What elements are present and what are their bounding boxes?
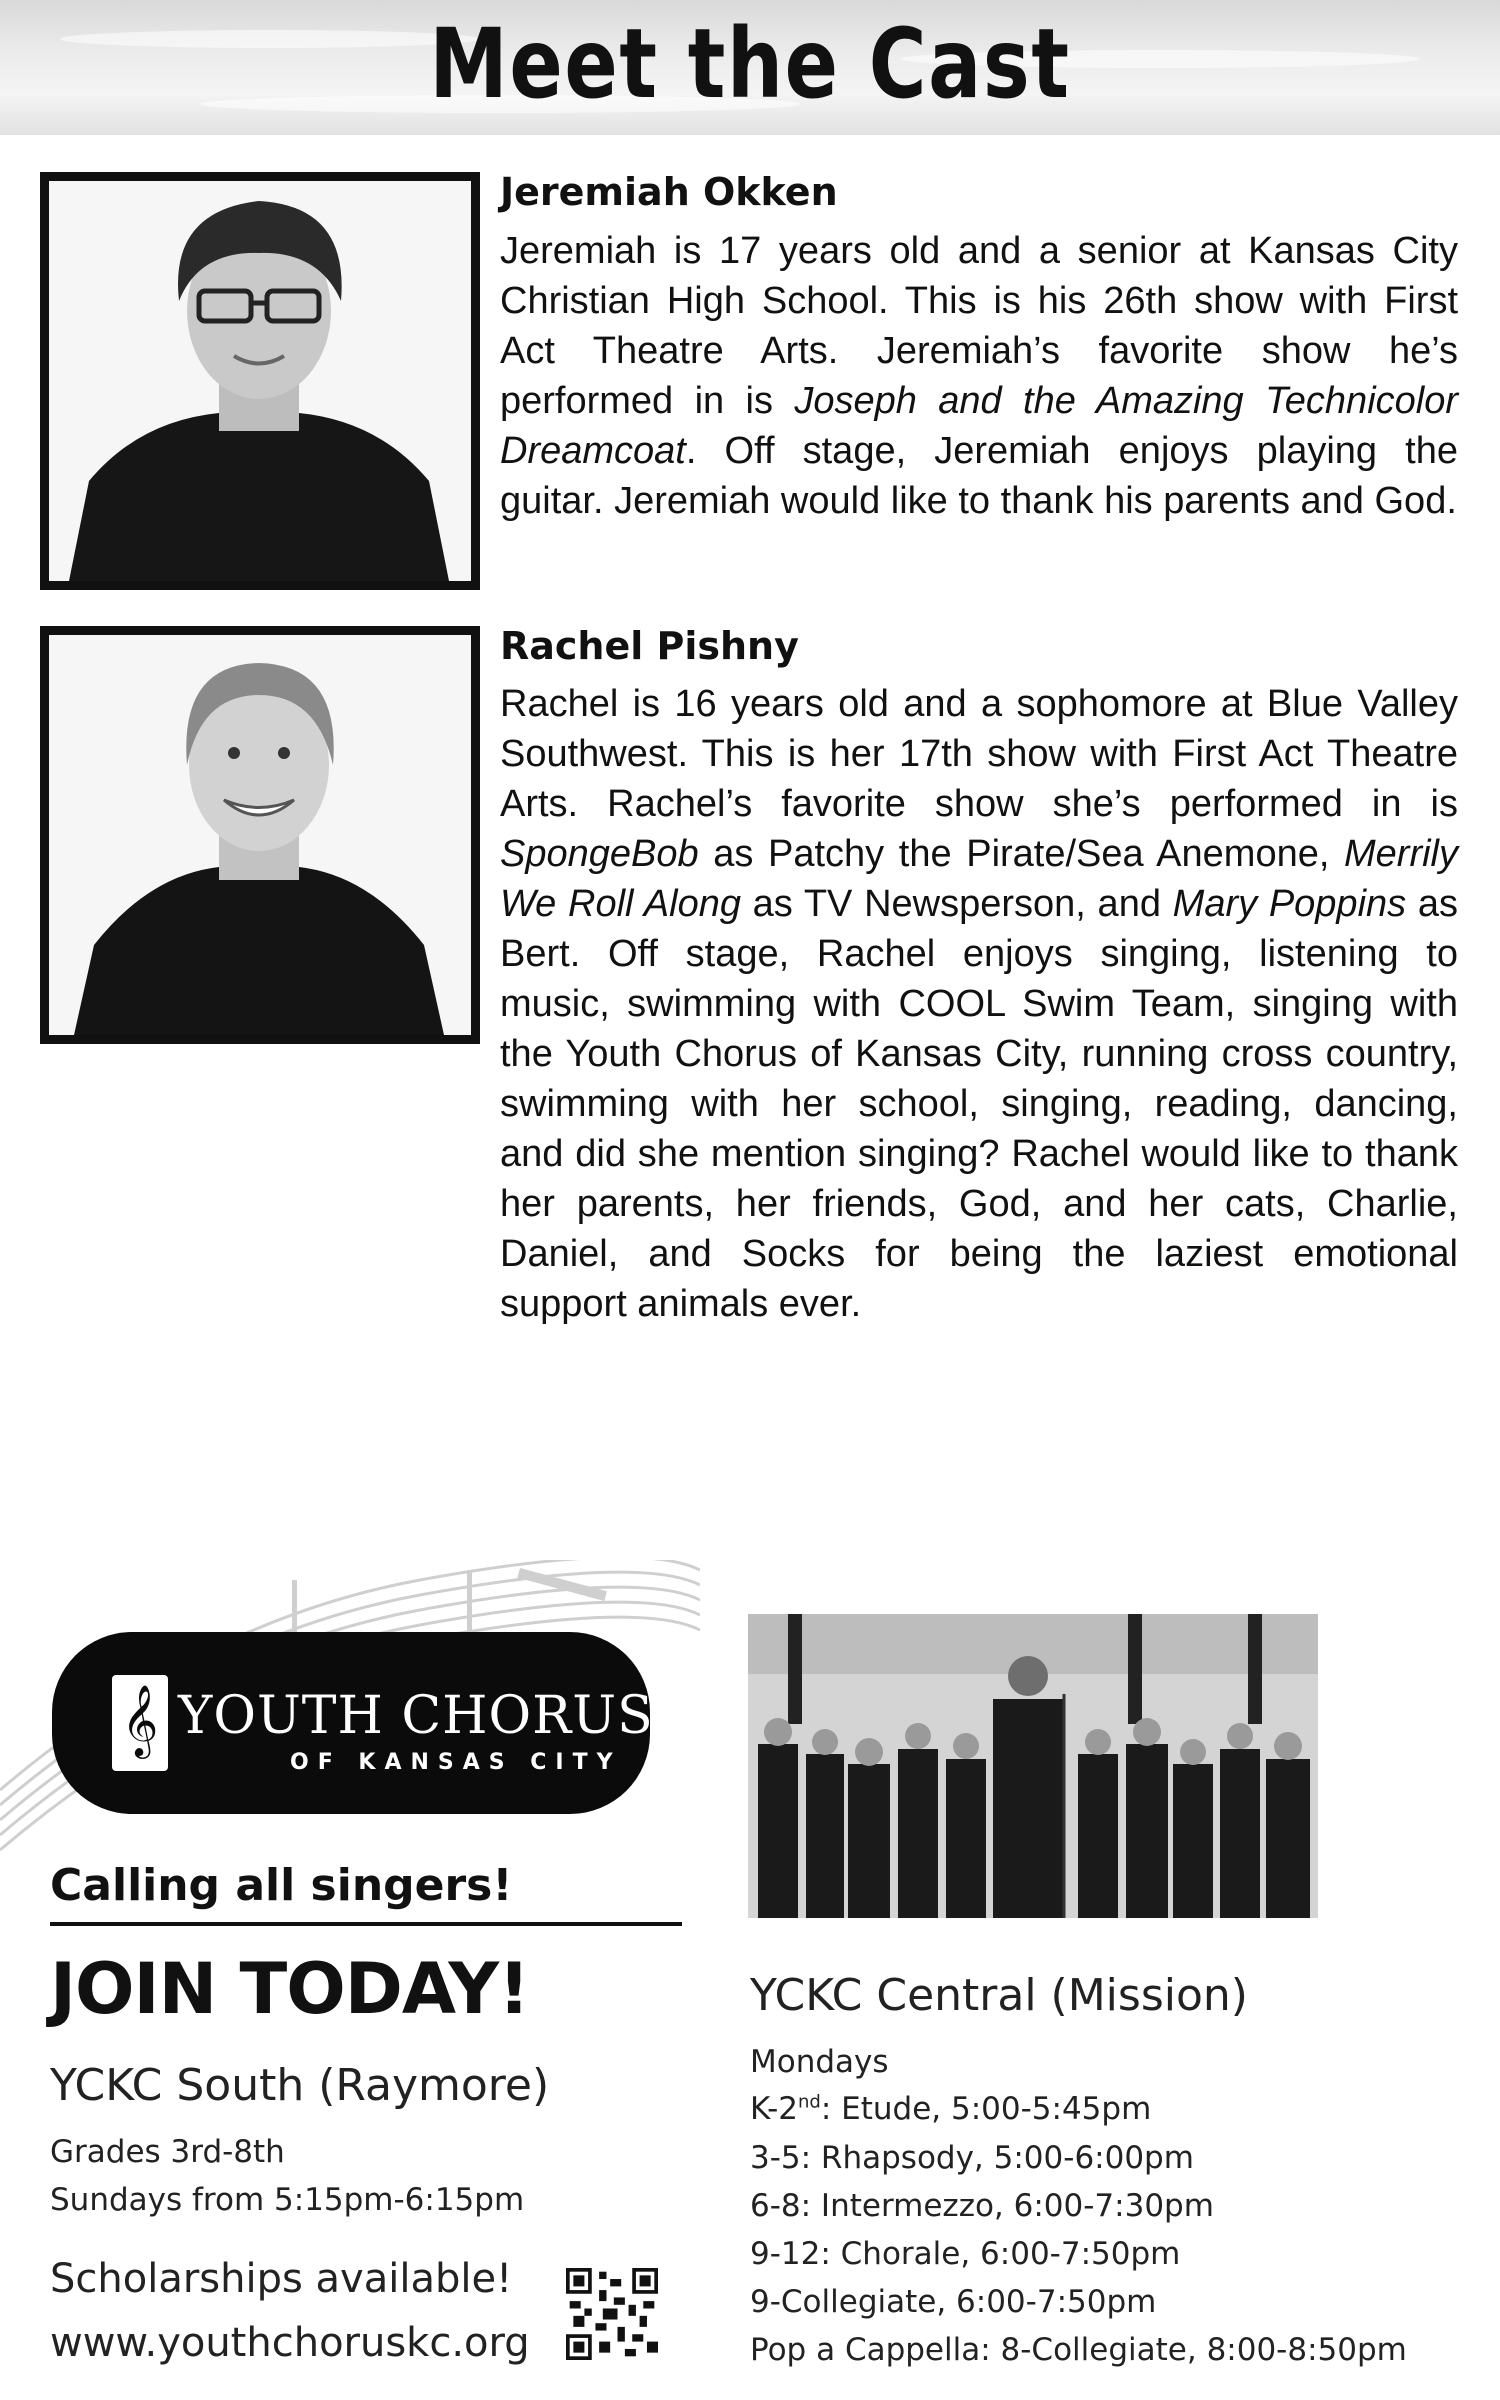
- schedule-item: 6-8: Intermezzo, 6:00-7:30pm: [750, 2188, 1214, 2224]
- schedule-item: 3-5: Rhapsody, 5:00-6:00pm: [750, 2140, 1194, 2176]
- k2-rest: : Etude, 5:00-5:45pm: [820, 2091, 1152, 2127]
- ad-tagline: Calling all singers!: [50, 1860, 513, 1911]
- cast-name: Rachel Pishny: [500, 624, 799, 668]
- website-link[interactable]: www.youthchoruskc.org: [50, 2320, 530, 2366]
- bio-show-title: SpongeBob: [500, 833, 699, 875]
- schedule-item: Pop a Cappella: 8-Collegiate, 8:00-8:50pm: [750, 2332, 1407, 2368]
- divider: [50, 1922, 682, 1926]
- ad-headline: JOIN TODAY!: [50, 1948, 529, 2030]
- cast-bio: [500, 679, 1458, 1329]
- bio-show-title: Mary Poppins: [1172, 883, 1407, 925]
- k2-sup: nd: [797, 2091, 821, 2113]
- header-banner: [0, 0, 1500, 135]
- choir-photo: [748, 1614, 1318, 1918]
- headshot-rachel: [40, 626, 480, 1044]
- logo-name: YOUTH CHORUS: [178, 1686, 654, 1746]
- page-title: Meet the Cast: [429, 8, 1071, 120]
- schedule-item: 9-Collegiate, 6:00-7:50pm: [750, 2284, 1157, 2320]
- bio-text: as Patchy the Pirate/Sea Anemone,: [698, 833, 1345, 875]
- headshot-jeremiah: [40, 172, 480, 590]
- schedule-item: [750, 2091, 1151, 2127]
- central-day: Mondays: [750, 2044, 889, 2080]
- bio-text: Jeremiah is 17 years old and a senior at Kansas City Christian High School. This is his 26th show with First Act Theatre Arts. Jeremiah’s favorite show he’s performed in is: [500, 230, 1458, 422]
- treble-clef-icon: 𝄞: [112, 1675, 168, 1771]
- qr-code[interactable]: [566, 2268, 658, 2360]
- bio-show-title: Merrily We Roll Along: [500, 833, 1458, 925]
- cast-name: Jeremiah Okken: [500, 170, 838, 214]
- bio-text: Rachel is 16 years old and a sophomore at Blue Valley Southwest. This is her 17th show with First Act Theatre Arts. Rachel’s favorite show she’s performed in is: [500, 683, 1458, 825]
- south-time: Sundays from 5:15pm-6:15pm: [50, 2182, 525, 2218]
- central-location-title: YCKC Central (Mission): [750, 1970, 1248, 2021]
- bio-text: as TV Newsperson, and: [740, 883, 1173, 925]
- scholarships-text: Scholarships available!: [50, 2256, 513, 2302]
- bio-show-title: Joseph and the Amazing Technicolor Dreamcoat: [500, 380, 1459, 472]
- bio-text: . Off stage, Jeremiah enjoys playing the guitar. Jeremiah would like to thank his parents and God.: [500, 430, 1458, 522]
- south-location-title: YCKC South (Raymore): [50, 2060, 550, 2111]
- schedule-item: 9-12: Chorale, 6:00-7:50pm: [750, 2236, 1181, 2272]
- logo-subtitle: OF KANSAS CITY: [290, 1750, 622, 1775]
- k2-prefix: K-2: [750, 2091, 798, 2127]
- south-grades: Grades 3rd-8th: [50, 2134, 285, 2170]
- bio-text: as Bert. Off stage, Rachel enjoys singing, listening to music, swimming with COOL Swim Team, singing with the Youth Chorus of Kansas City, running cross country, swimming with her school, singing, reading, dancing, and did she mention singing? Rachel would like to thank her parents, her friends, God, and her cats, Charlie, Daniel, and Socks for being the laziest emotional support animals ever.: [500, 883, 1458, 1325]
- cast-bio: [500, 226, 1458, 526]
